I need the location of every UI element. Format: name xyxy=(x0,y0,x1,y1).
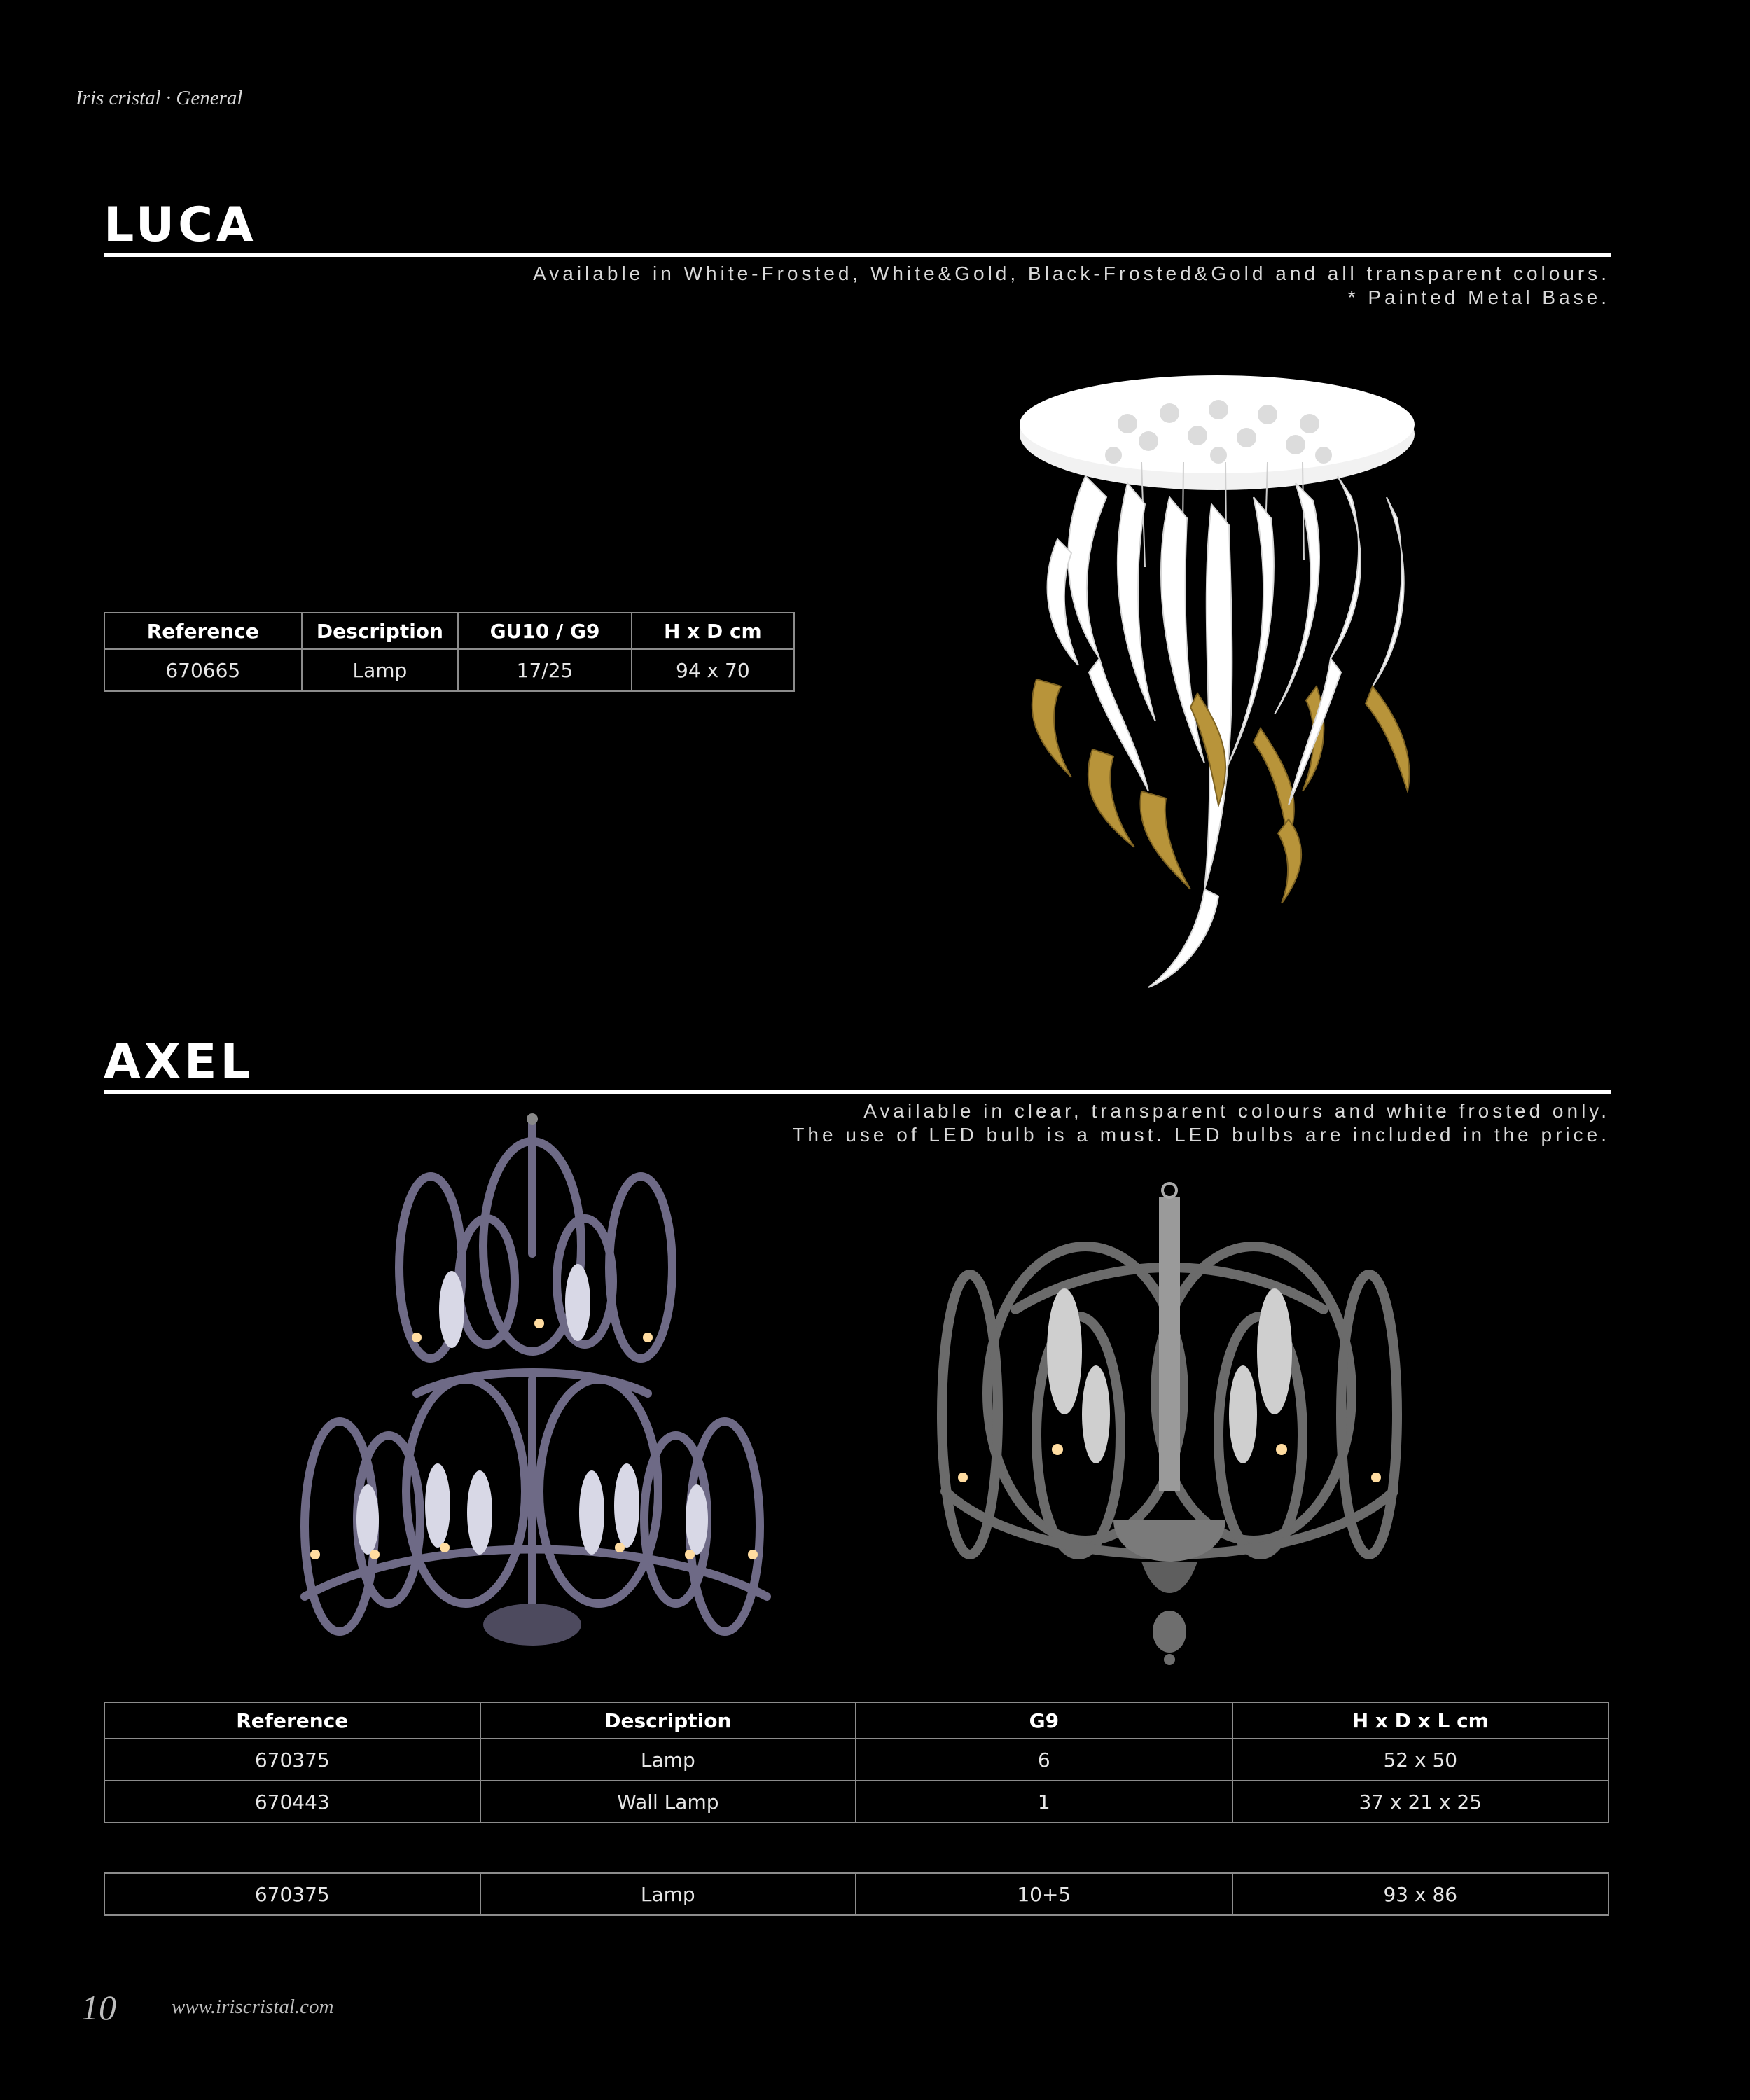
running-head: Iris cristal · General xyxy=(76,87,243,109)
header-bulbs: GU10 / G9 xyxy=(458,613,631,649)
cell-description: Lamp xyxy=(480,1739,856,1781)
luca-title: LUCA xyxy=(104,197,257,253)
axel-note-line-1: Available in clear, transparent colours and white frosted only. xyxy=(863,1100,1610,1122)
cell-bulbs: 6 xyxy=(856,1739,1232,1781)
luca-availability-note xyxy=(533,262,1610,310)
axel-chandelier-image xyxy=(277,1113,795,1667)
axel-note-line-2: The use of LED bulb is a must. LED bulbs are included in the price. xyxy=(792,1124,1610,1146)
table-header-row xyxy=(104,613,794,649)
table-row xyxy=(104,1873,1609,1915)
luca-spec-table xyxy=(104,612,795,692)
footer-url[interactable]: www.iriscristal.com xyxy=(172,1996,334,2018)
axel-spec-table xyxy=(104,1702,1609,1823)
cell-dimensions: 52 x 50 xyxy=(1232,1739,1609,1781)
header-description: Description xyxy=(480,1702,856,1739)
cell-bulbs: 1 xyxy=(856,1781,1232,1823)
cell-bulbs: 17/25 xyxy=(458,649,631,691)
cell-dimensions: 93 x 86 xyxy=(1232,1873,1609,1915)
cell-dimensions: 37 x 21 x 25 xyxy=(1232,1781,1609,1823)
header-reference: Reference xyxy=(104,1702,480,1739)
header-reference: Reference xyxy=(104,613,302,649)
header-description: Description xyxy=(302,613,459,649)
header-dimensions: H x D cm xyxy=(632,613,794,649)
table-row xyxy=(104,1739,1609,1781)
luca-note-line-1: Available in White-Frosted, White&Gold, Black-Frosted&Gold and all transparent colours. xyxy=(533,263,1610,284)
axel-spec-table-2 xyxy=(104,1872,1609,1916)
header-bulbs: G9 xyxy=(856,1702,1232,1739)
page-number: 10 xyxy=(81,1988,116,2027)
luca-note-line-2: * Painted Metal Base. xyxy=(1347,286,1610,308)
cell-reference: 670443 xyxy=(104,1781,480,1823)
axel-title-rule xyxy=(104,1090,1611,1094)
header-dimensions: H x D x L cm xyxy=(1232,1702,1609,1739)
cell-reference: 670375 xyxy=(104,1739,480,1781)
axel-title: AXEL xyxy=(104,1034,254,1090)
luca-title-rule xyxy=(104,253,1611,257)
cell-description: Wall Lamp xyxy=(480,1781,856,1823)
axel-availability-note xyxy=(792,1099,1610,1147)
table-row xyxy=(104,649,794,691)
table-header-row xyxy=(104,1702,1609,1739)
cell-description: Lamp xyxy=(302,649,459,691)
table-row xyxy=(104,1781,1609,1823)
cell-reference: 670375 xyxy=(104,1873,480,1915)
cell-reference: 670665 xyxy=(104,649,302,691)
axel-small-chandelier-image xyxy=(931,1183,1408,1667)
cell-description: Lamp xyxy=(480,1873,856,1915)
cell-dimensions: 94 x 70 xyxy=(632,649,794,691)
luca-chandelier-image xyxy=(994,357,1443,1001)
cell-bulbs: 10+5 xyxy=(856,1873,1232,1915)
